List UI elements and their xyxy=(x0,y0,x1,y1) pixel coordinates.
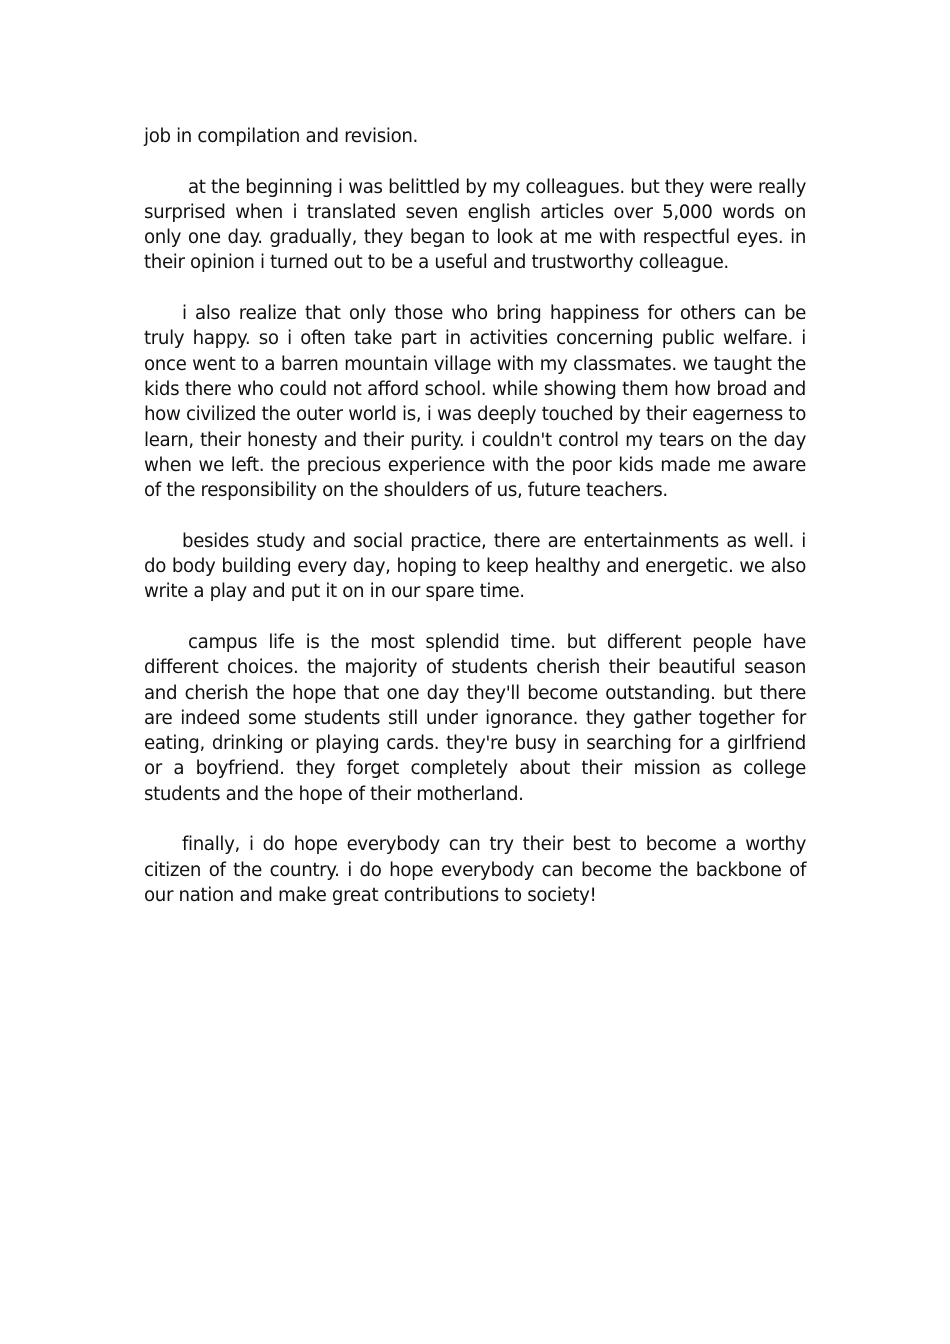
paragraph-conclusion: finally, i do hope everybody can try their best to become a worthy citizen of the country. i do hope everybody can become the backbone of our nation and make great contributions to society! xyxy=(144,834,806,906)
paragraph-colleagues: at the beginning i was belittled by my colleagues. but they were really surprised when i translated seven english articles over 5,000 words on only one day. gradually, they began to look at me with respectful eyes. in their opinion i turned out to be a useful and trustworthy colleague. xyxy=(144,176,806,274)
paragraph-entertainments: besides study and social practice, there are entertainments as well. i do body building every day, hoping to keep healthy and energetic. we also write a play and put it on in our spare time. xyxy=(144,530,806,603)
document-body xyxy=(144,124,806,934)
paragraph-campus-life: campus life is the most splendid time. but different people have different choices. the majority of students cherish their beautiful season and cherish the hope that one day they'll become outstanding. but there are indeed some students still under ignorance. they gather together for eating, drinking or playing cards. they're busy in searching for a girlfriend or a boyfriend. they forget completely about their mission as college students and the hope of their motherland. xyxy=(144,631,806,805)
paragraph-continuation: job in compilation and revision. xyxy=(144,126,418,147)
paragraph-public-welfare: i also realize that only those who bring happiness for others can be truly happy. so i often take part in activities concerning public welfare. i once went to a barren mountain village with my classmates. we taught the kids there who could not afford school. while showing them how broad and how civilized the outer world is, i was deeply touched by their eagerness to learn, their honesty and their purity. i couldn't control my tears on the day when we left. the precious experience with the poor kids made me aware of the responsibility on the shoulders of us, future teachers. xyxy=(144,303,806,502)
